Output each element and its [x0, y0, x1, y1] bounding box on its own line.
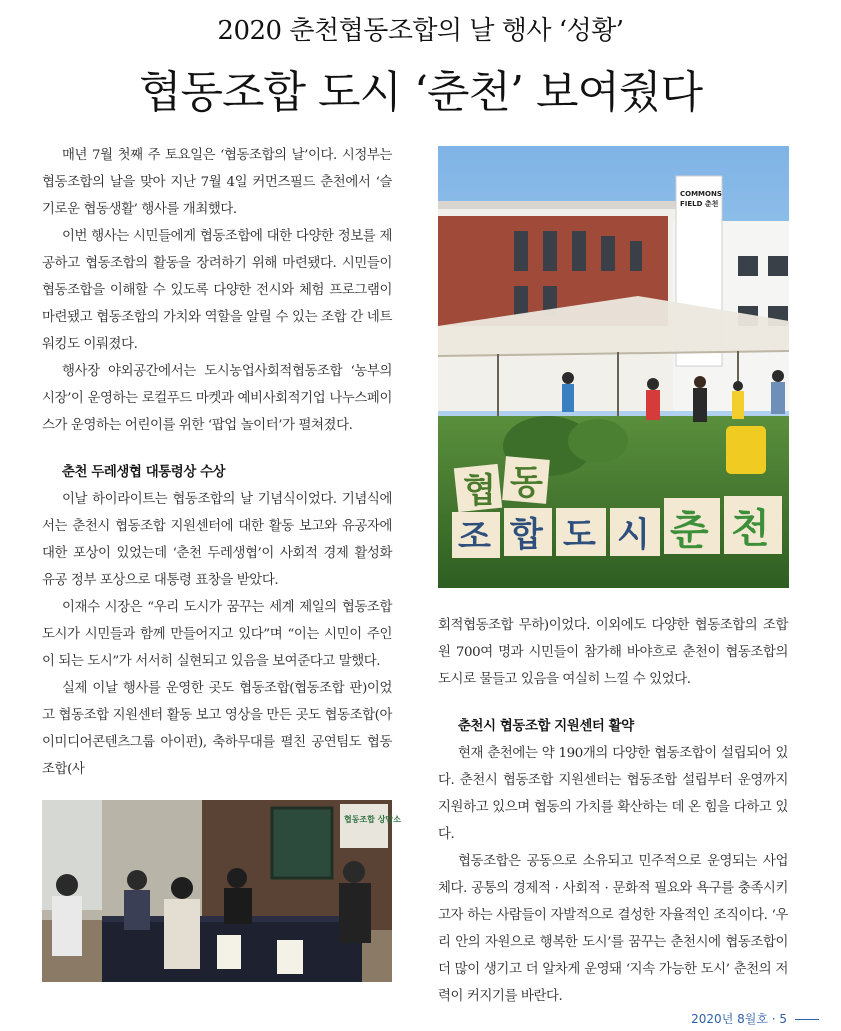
- block-letter: 도: [563, 515, 596, 555]
- booth-sign: 협동조합 상담소: [344, 815, 401, 824]
- paragraph: 매년 7월 첫째 주 토요일은 ‘협동조합의 날’이다. 시정부는 협동조합의 날을 맞아 지난 7월 4일 커먼즈필드 춘천에서 ‘슬기로운 협동생활’ 행사를 개최했다.: [42, 148, 392, 217]
- block-letter: 동: [510, 463, 543, 503]
- block-letter: 춘: [670, 508, 709, 554]
- paragraph: 행사장 야외공간에서는 도시농업사회적협동조합 ‘농부의 시장’이 운영하는 로컬푸드 마켓과 예비사회적기업 나누스페이스가 운영하는 어린이를 위한 ‘팝업 놀이터’가 펼쳐졌다.: [42, 364, 392, 433]
- paragraph: 현재 춘천에는 약 190개의 다양한 협동조합이 설립되어 있다. 춘천시 협동조합 지원센터는 협동조합 설립부터 운영까지 지원하고 있으며 협동의 가치를 확산하는 데 온 힘을 다하고 있다.: [438, 746, 788, 842]
- section-heading: 춘천 두레생협 대통령상 수상: [62, 465, 226, 480]
- block-letter: 시: [617, 515, 650, 555]
- section-heading: 춘천시 협동조합 지원센터 활약: [458, 719, 634, 734]
- sign-text: FIELD 춘천: [680, 200, 719, 208]
- footer-rule: [795, 1019, 819, 1020]
- article-left-column: [42, 142, 392, 783]
- paragraph: 회적협동조합 무하)이었다. 이외에도 다양한 협동조합의 조합원 700여 명과 시민들이 참가해 바야흐로 춘천이 협동조합의 도시로 물들고 있음을 여실히 느낄 수 있었다.: [438, 618, 788, 687]
- article-right-column: [438, 612, 788, 1010]
- block-letter: 합: [510, 515, 543, 555]
- article-title: 협동조합 도시 ‘춘천’ 보여줬다: [139, 67, 702, 118]
- article-subtitle: 2020 춘천협동조합의 날 행사 ‘성황’: [217, 16, 624, 46]
- venue-illustration: [438, 146, 789, 588]
- paragraph: 이번 행사는 시민들에게 협동조합에 대한 다양한 정보를 제공하고 협동조합의 활동을 장려하기 위해 마련됐다. 시민들이 협동조합을 이해할 수 있도록 다양한 전시와 체험 프로그램이 마련됐고 협동조합의 가치와 역할을 알릴 수 있는 조합 간 네트워킹도 이뤄졌다.: [42, 229, 392, 352]
- paragraph: 실제 이날 행사를 운영한 곳도 협동조합(협동조합 판)이었고 협동조합 지원센터 활동 보고 영상을 만든 곳도 협동조합(아이미디어콘텐츠그룹 아이펀), 축하무대를 펼친 공연팀도 협동조합(사: [42, 681, 392, 777]
- page-footer: [691, 1010, 819, 1027]
- block-letter: 천: [731, 506, 770, 552]
- block-letter: 조: [458, 517, 491, 557]
- event-venue-photo: [438, 146, 789, 588]
- consultation-booth-photo: [42, 800, 401, 982]
- booth-illustration: [42, 800, 401, 982]
- paragraph: 이날 하이라이트는 협동조합의 날 기념식이었다. 기념식에서는 춘천시 협동조합 지원센터에 대한 활동 보고와 유공자에 대한 포상이 있었는데 ‘춘천 두레생협’이 사회적 경제 활성화 유공 정부 포상으로 대통령 표창을 받았다.: [42, 492, 392, 588]
- issue-page-number: 2020년 8월호 · 5: [691, 1012, 787, 1026]
- block-letter: 협: [463, 471, 496, 511]
- paragraph: 협동조합은 공동으로 소유되고 민주적으로 운영되는 사업체다. 공통의 경제적 · 사회적 · 문화적 필요와 욕구를 충족시키고자 하는 사람들이 자발적으로 결성한 자율적인 조직이다. ‘우리 안의 자원으로 행복한 도시’를 꿈꾸는 춘천시에 협동조합이 더 많이 생기고 더 알차게 운영돼 ‘지속 가능한 도시’ 춘천의 저력이 커지기를 바란다.: [438, 854, 788, 1004]
- sign-text: COMMONS: [680, 190, 722, 198]
- paragraph: 이재수 시장은 “우리 도시가 꿈꾸는 세계 제일의 협동조합 도시가 시민들과 함께 만들어지고 있다”며 “이는 시민이 주인이 되는 도시”가 서서히 실현되고 있음을 보여준다고 말했다.: [42, 600, 392, 669]
